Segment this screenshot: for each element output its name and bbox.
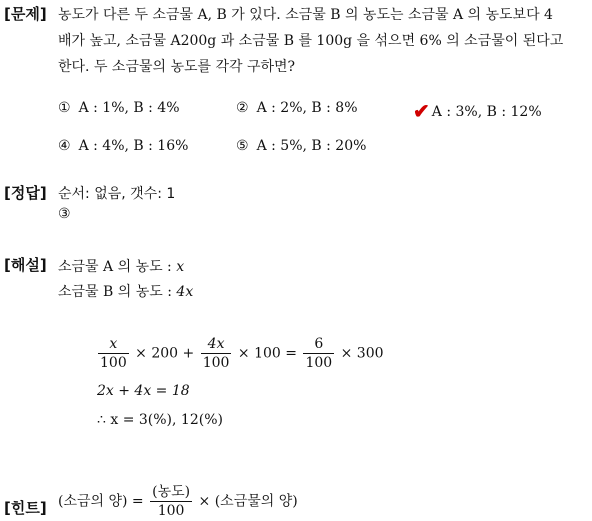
equation-1: $\frac{x}{100}$ × 200 + $\frac{4x}{100}$ × 100 = $\frac{6}{100}$ × 300: [100, 336, 384, 371]
answer-choice: ③: [58, 206, 71, 222]
option-5[interactable]: [236, 138, 366, 154]
option-number: ①: [58, 100, 71, 116]
question-label: [문제]: [4, 5, 47, 23]
option-number: ②: [236, 100, 249, 116]
hint-formula: (소금의 양) = $\frac{\text{(농도)}}{100}$ × (소금물의 양): [58, 484, 298, 519]
option-number: ⑤: [236, 138, 249, 154]
solution-label: [해설]: [4, 256, 47, 274]
option-1[interactable]: [58, 100, 180, 116]
definition-a: 소금물 A 의 농도 : x: [58, 259, 185, 275]
option-text: A : 4%, B : 16%: [78, 138, 189, 154]
option-text: A : 5%, B : 20%: [256, 138, 367, 154]
equation-2: 2x + 4x = 18: [97, 383, 190, 399]
fraction: $\frac{\text{(농도)}}{100}$: [152, 484, 191, 519]
question-line-2: 배가 높고, 소금물 A200g 과 소금물 B 를 100g 을 섞으면 6% 의 소금물이 된다고: [58, 33, 564, 49]
option-text: A : 2%, B : 8%: [256, 100, 358, 116]
option-3[interactable]: [413, 97, 542, 121]
option-text: A : 3%, B : 12%: [431, 104, 542, 120]
fraction: $\frac{x}{100}$: [100, 336, 127, 371]
check-mark-icon: ✔: [413, 99, 430, 123]
definition-b: 소금물 B 의 농도 : 4x: [58, 284, 194, 300]
hint-label: [힌트]: [4, 499, 47, 517]
fraction: $\frac{6}{100}$: [305, 336, 333, 371]
option-2[interactable]: [236, 100, 358, 116]
question-line-1: 농도가 다른 두 소금물 A, B 가 있다. 소금물 B 의 농도는 소금물 A 의 농도보다 4: [58, 7, 553, 23]
option-text: A : 1%, B : 4%: [78, 100, 180, 116]
answer-label: [정답]: [4, 184, 47, 202]
question-line-3: 한다. 두 소금물의 농도를 각각 구하면?: [58, 59, 296, 75]
fraction: $\frac{4x}{100}$: [202, 336, 230, 371]
option-4[interactable]: [58, 138, 188, 154]
option-number: ④: [58, 138, 71, 154]
equation-3: ∴ x = 3(%), 12(%): [97, 412, 223, 428]
answer-line: 순서: 없음, 갯수: 1: [58, 186, 176, 202]
